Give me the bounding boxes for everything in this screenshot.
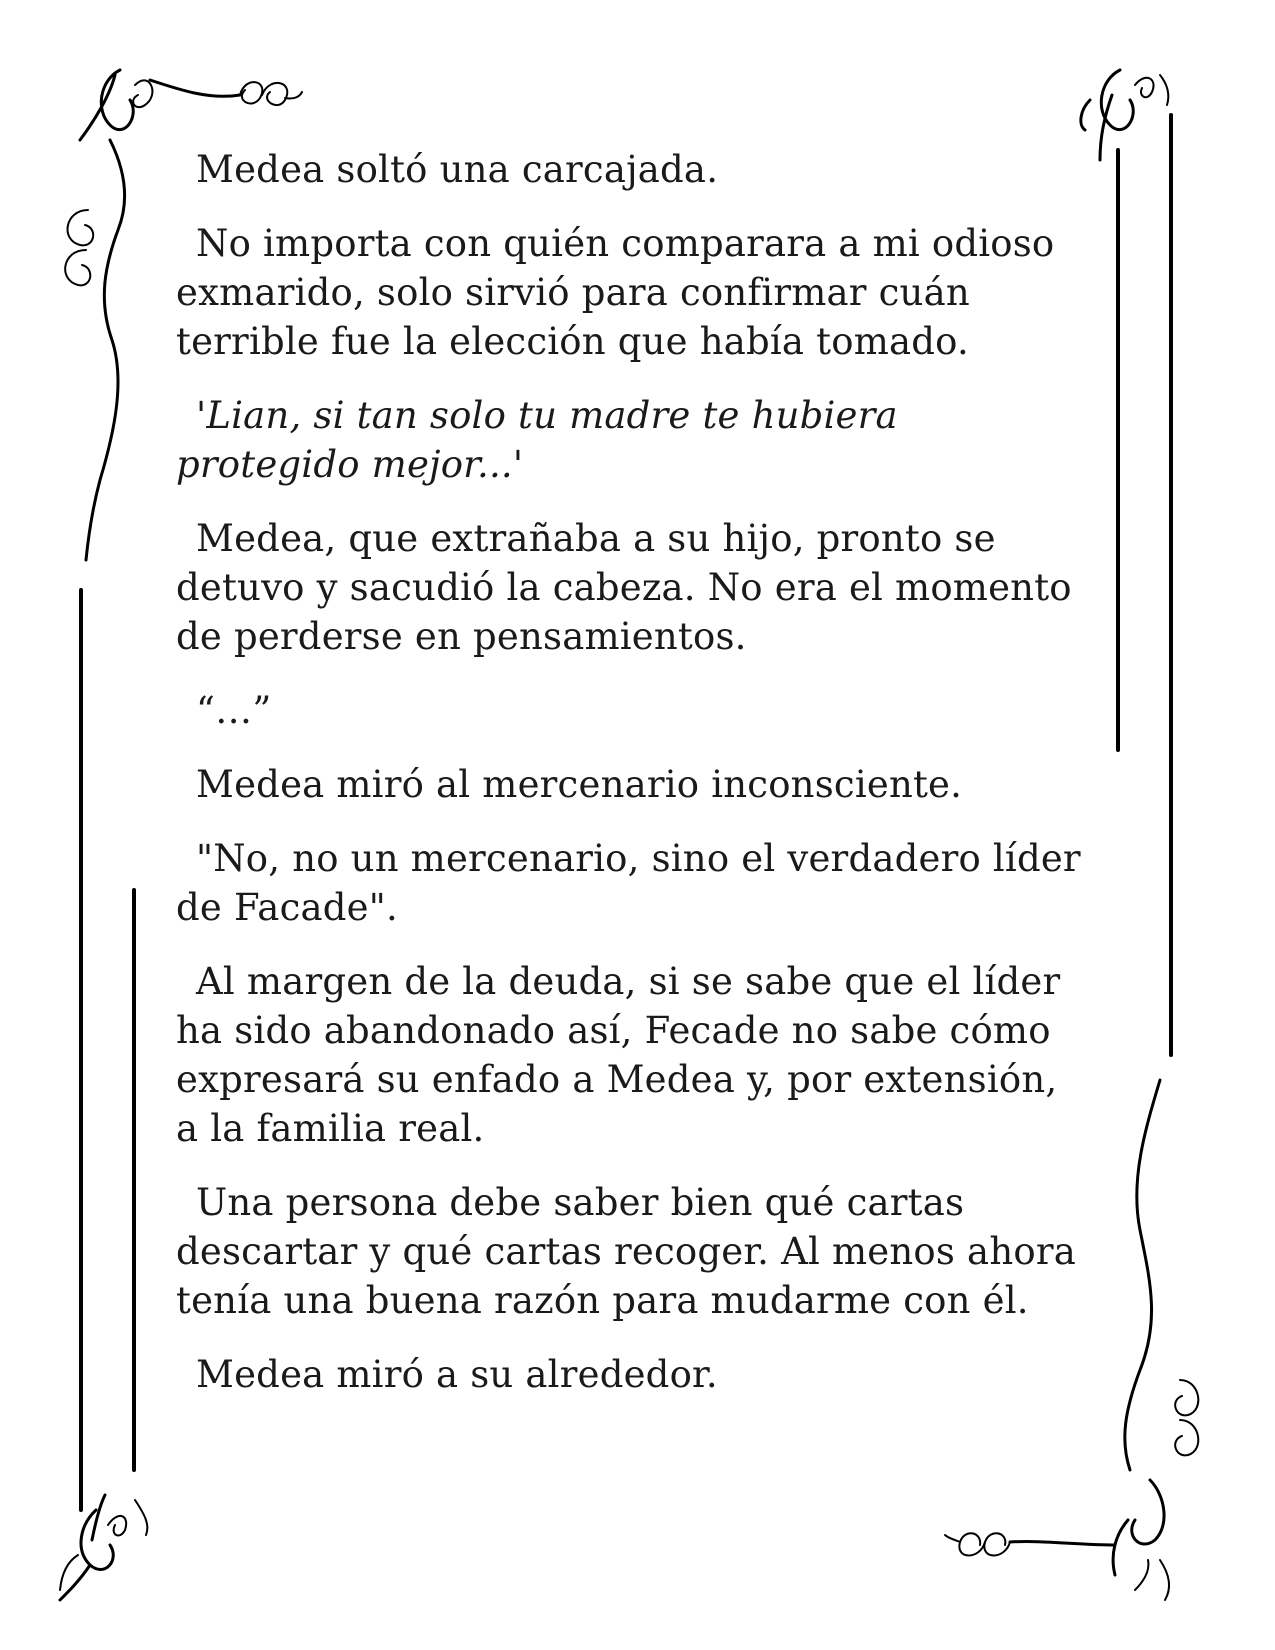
paragraph: Medea soltó una carcajada. [196, 148, 719, 191]
swirl-icon [1125, 1080, 1199, 1470]
corner-flourish-icon [945, 1480, 1169, 1600]
corner-flourish-icon [60, 1495, 147, 1600]
dialogue-ellipsis: “…” [196, 689, 272, 732]
corner-flourish-icon [80, 70, 302, 140]
page-body [176, 145, 1081, 1424]
swirl-icon [65, 140, 125, 560]
paragraph: Medea, que extrañaba a su hijo, pronto se detuvo y sacudió la cabeza. No era el momento de perderse en pensamientos. [176, 517, 1072, 658]
paragraph: Medea miró al mercenario inconsciente. [196, 763, 963, 806]
dialogue-paragraph: "No, no un mercenario, sino el verdadero líder de Facade". [176, 837, 1081, 929]
paragraph: No importa con quién comparara a mi odioso exmarido, solo sirvió para confirmar cuán terrible fue la elección que había tomado. [176, 222, 1055, 363]
thought-paragraph: 'Lian, si tan solo tu madre te hubiera protegido mejor...' [176, 394, 898, 486]
paragraph: Al margen de la deuda, si se sabe que el líder ha sido abandonado así, Fecade no sabe cómo expresará su enfado a Medea y, por extensión, a la familia real. [176, 960, 1061, 1150]
paragraph: Medea miró a su alrededor. [196, 1353, 718, 1396]
corner-flourish-icon [1081, 70, 1168, 160]
paragraph: Una persona debe saber bien qué cartas descartar y qué cartas recoger. Al menos ahora tenía una buena razón para mudarme con él. [176, 1181, 1076, 1322]
